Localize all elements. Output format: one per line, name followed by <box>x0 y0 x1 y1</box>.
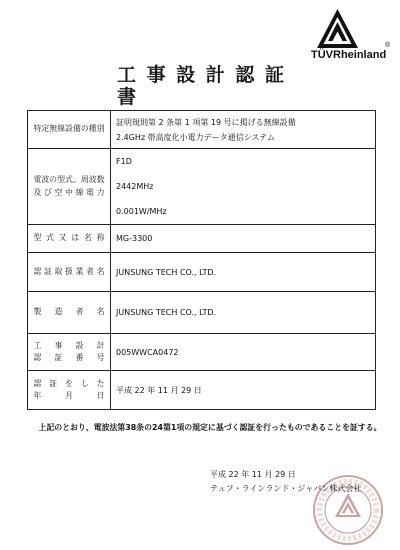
equipment-category-value-line2: 2.4GHz 帯高度化小電力データ通信システム <box>116 132 275 142</box>
certificate-table <box>27 110 376 410</box>
manufacturer-value: JUNSUNG TECH CO., LTD. <box>116 308 217 317</box>
certification-number-label-line2: 認 証 番 号 <box>33 353 105 362</box>
manufacturer-label: 製 造 者 名 <box>33 307 105 317</box>
value-cell <box>111 292 375 333</box>
antenna-power-value: 0.001W/MHz <box>116 206 167 216</box>
certification-date-label-line1: 認 証 を し た <box>33 378 105 388</box>
equipment-category-value-line1: 証明規則第 2 条第 1 項第 19 号に掲げる無線設備 <box>116 117 296 127</box>
emission-frequency-label-line2: 及 び 空 中 線 電 力 <box>33 187 105 197</box>
table-row-certification-number <box>28 333 375 370</box>
applicant-value: JUNSUNG TECH CO., LTD. <box>116 267 217 277</box>
value-cell <box>111 371 375 409</box>
value-cell <box>111 253 375 291</box>
label-cell <box>28 371 111 409</box>
applicant-label: 認 証 取 扱 業 者 名 <box>33 266 105 276</box>
value-cell <box>111 111 375 148</box>
equipment-category-label: 特定無線設備の種別 <box>33 124 105 134</box>
value-cell <box>111 334 375 370</box>
table-row-model-name <box>28 224 375 252</box>
certification-date-label-line2: 年 月 日 <box>33 391 105 400</box>
label-cell <box>28 225 111 252</box>
table-row-applicant <box>28 252 375 291</box>
certification-number-label-line1: 工 事 設 計 <box>33 340 105 350</box>
certification-statement: 上記のとおり、電波法第38条の24第1項の規定に基づく認証を行ったものであることを証する。 <box>38 423 382 432</box>
value-cell <box>111 149 375 224</box>
frequency-value: 2442MHz <box>116 181 154 191</box>
label-cell <box>28 111 111 148</box>
brand-name: TÜVRheinland <box>311 49 387 61</box>
tuv-rheinland-logo <box>308 6 398 64</box>
certification-date-value: 平成 22 年 11 月 29 日 <box>116 385 202 395</box>
document-title: 工 事 設 計 認 証 書 <box>117 64 284 108</box>
certification-number-value: 005WWCA0472 <box>116 347 179 357</box>
registered-mark: ® <box>385 42 391 49</box>
value-cell <box>111 225 375 252</box>
table-row-equipment-category <box>28 111 375 148</box>
company-seal-stamp <box>312 474 384 546</box>
emission-frequency-label-line1: 電波の型式、周波数 <box>33 175 105 184</box>
issuer-name: テュフ・ラインランド・ジャパン株式会社 <box>210 484 362 493</box>
label-cell <box>28 334 111 370</box>
model-name-value: MG-3300 <box>116 234 153 243</box>
model-name-label: 型 式 又 は 名 称 <box>33 233 105 243</box>
label-cell <box>28 253 111 291</box>
table-row-emission-frequency-power <box>28 148 375 224</box>
emission-type-value: F1D <box>116 156 132 166</box>
table-row-certification-date <box>28 370 375 409</box>
table-row-manufacturer <box>28 291 375 333</box>
tuv-triangle-icon <box>317 9 358 49</box>
issue-date: 平成 22 年 11 月 29 日 <box>210 470 296 479</box>
label-cell <box>28 149 111 224</box>
label-cell <box>28 292 111 333</box>
